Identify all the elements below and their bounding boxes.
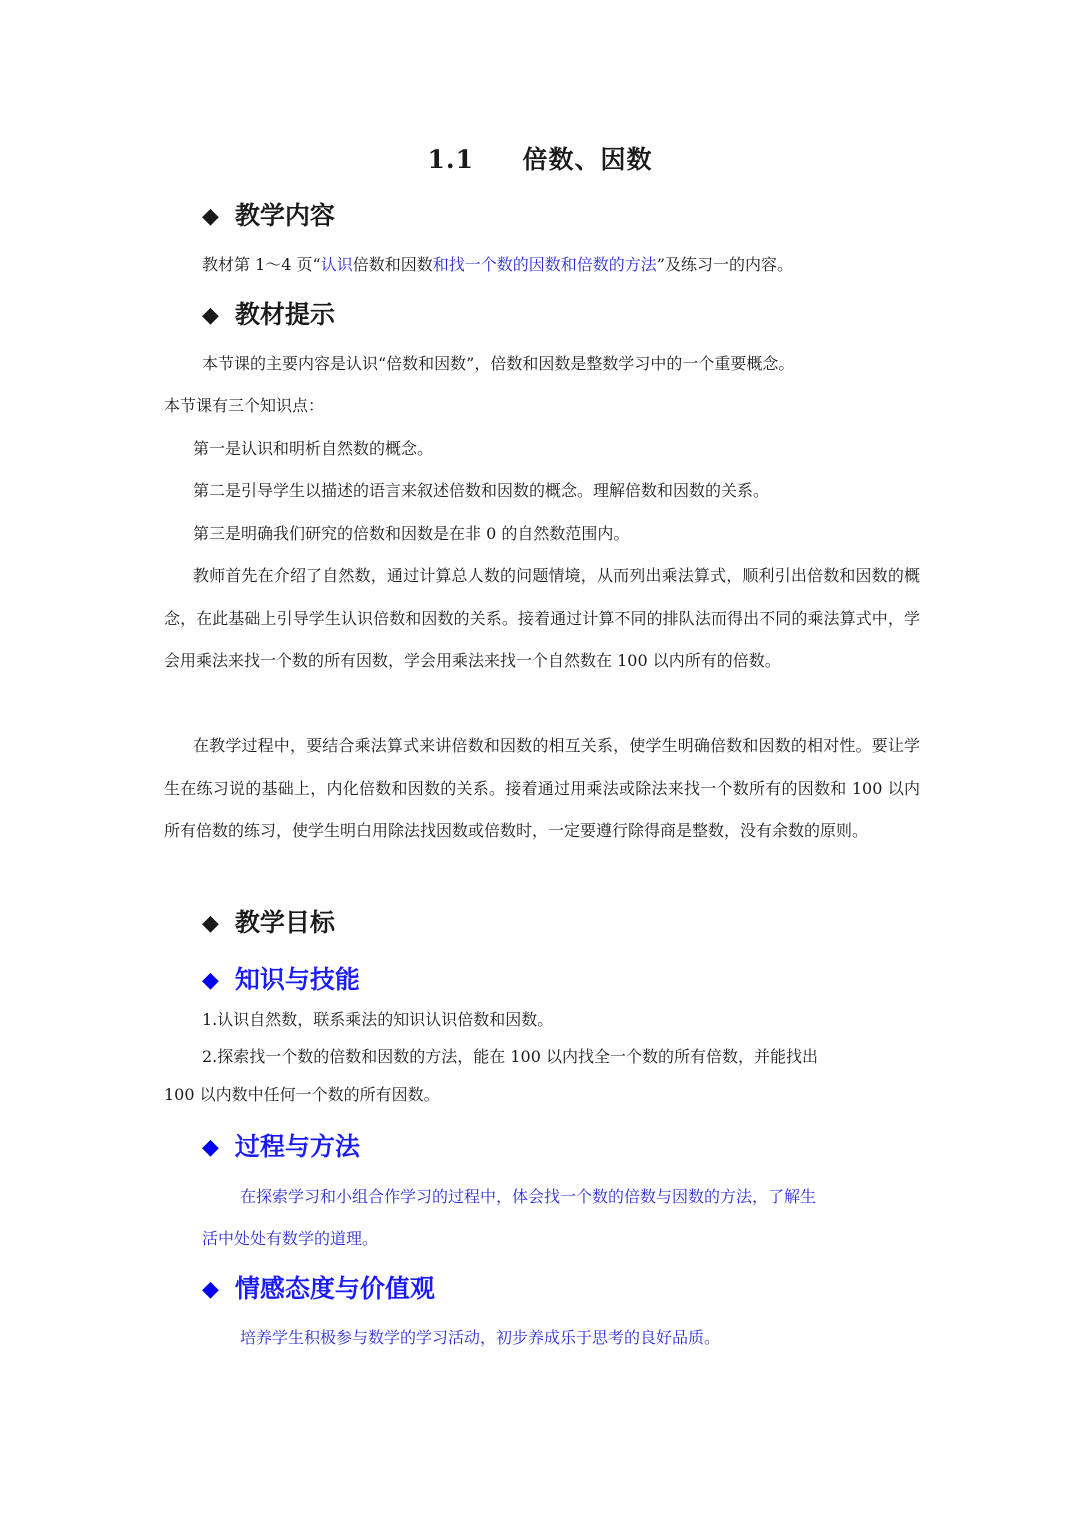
diamond-icon: ◆ [202,203,219,229]
subsection-heading-label: 知识与技能 [234,965,360,994]
subsection-heading-process [202,1127,360,1167]
subsection-heading-label: 情感态度与价值观 [234,1274,435,1303]
content-text-link2: 和找一个数的因数和倍数的方法 [432,255,657,274]
knowledge-item-2: 2.探索找一个数的倍数和因数的方法，能在 100 以内找全一个数的所有倍数，并能找出 [202,1047,818,1066]
process-text: 在探索学习和小组合作学习的过程中，体会找一个数的倍数与因数的方法，了解生 [240,1187,817,1206]
tips-paragraph-2: 教师首先在介绍了自然数，通过计算总人数的问题情境，从而列出乘法算式，顺利引出倍数和因数的概念，在此基础上引导学生认识倍数和因数的关系。接着通过计算不同的排队法而得出不同的乘法算式中，学会用乘法来找一个数的所有因数，学会用乘法来找一个自然数在 100 以内所有的倍数。 [164,566,920,670]
subsection-heading-knowledge [202,960,360,1000]
subsection-heading-label: 过程与方法 [234,1132,360,1161]
section-heading-label: 教学目标 [234,908,335,937]
diamond-icon: ◆ [202,967,219,993]
tips-point-2: 第二是引导学生以描述的语言来叙述倍数和因数的概念。理解倍数和因数的关系。 [193,481,770,500]
diamond-icon: ◆ [202,1276,219,1302]
content-text-link1: 认识 [320,255,353,274]
tips-paragraph-3: 在教学过程中，要结合乘法算式来讲倍数和因数的相互关系，使学生明确倍数和因数的相对性。要让学生在练习说的基础上，内化倍数和因数的关系。接着通过用乘法或除法来找一个数所有的因数和 100 以内所有倍数的练习，使学生明白用除法找因数或倍数时，一定要遵行除得商是整数，没有余数的原则。 [164,736,920,840]
section-heading-tips [202,295,335,335]
diamond-icon: ◆ [202,910,219,936]
content-text-mid: 倍数和因数 [352,255,433,274]
tips-paragraph-1-cont: 本节课有三个知识点： [164,396,325,415]
knowledge-item-2-cont: 100 以内数中任何一个数的所有因数。 [164,1085,440,1104]
section-heading-label: 教学内容 [234,201,335,230]
tips-point-1: 第一是认识和明析自然数的概念。 [193,439,434,458]
content-text-before: 教材第 1～4 页“ [202,255,321,274]
emotion-text: 培养学生积极参与数学的学习活动，初步养成乐于思考的良好品质。 [240,1328,721,1347]
section-heading-label: 教材提示 [234,300,335,329]
tips-paragraph-1: 本节课的主要内容是认识“倍数和因数”，倍数和因数是整数学习中的一个重要概念。 [202,354,795,373]
section-heading-content [202,196,335,236]
content-text-after: ”及练习一的内容。 [656,255,793,274]
diamond-icon: ◆ [202,1134,219,1160]
tips-point-3: 第三是明确我们研究的倍数和因数是在非 0 的自然数范围内。 [193,524,630,543]
content-description [202,247,793,283]
diamond-icon: ◆ [202,302,219,328]
knowledge-item-1: 1.认识自然数，联系乘法的知识认识倍数和因数。 [202,1010,554,1029]
page-title: 1.1 倍数、因数 [427,145,653,174]
process-text-cont: 活中处处有数学的道理。 [202,1229,379,1248]
section-heading-goals [202,903,335,943]
subsection-heading-emotion [202,1269,435,1309]
